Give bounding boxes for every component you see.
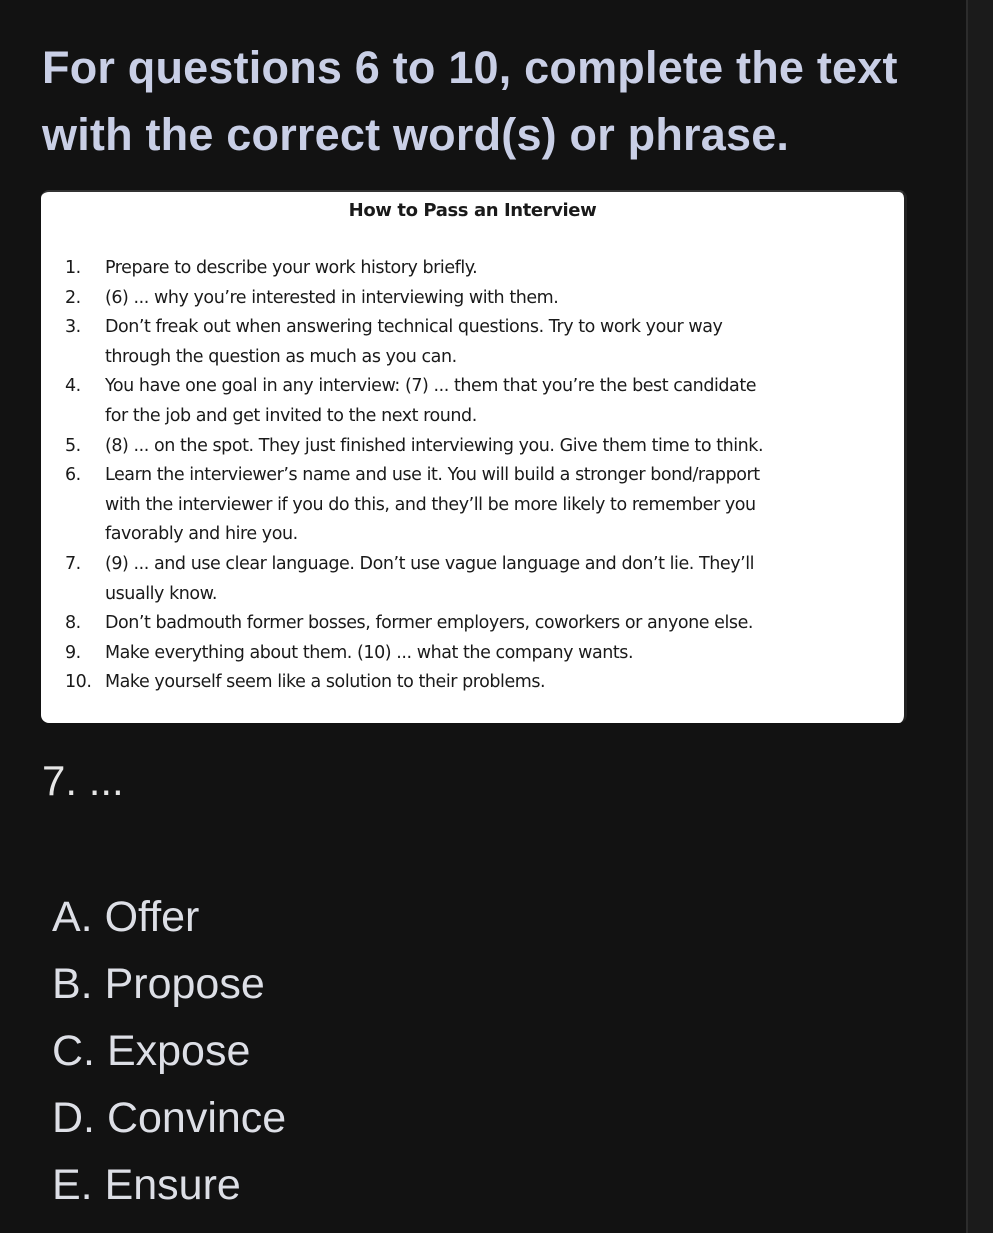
passage-item: [65, 313, 895, 372]
passage-item: [65, 639, 895, 669]
answer-option-d[interactable]: D. Convince: [52, 1094, 287, 1142]
answer-option-e[interactable]: E. Ensure: [52, 1161, 241, 1209]
passage-item-number: 8.: [65, 613, 81, 634]
answer-option-c[interactable]: C. Expose: [52, 1027, 251, 1075]
passage-item-text: Learn the interviewer’s name and use it. You will build a stronger bond/rapport: [105, 465, 760, 486]
answer-option-a[interactable]: A. Offer: [52, 893, 200, 941]
passage-item-number: 9.: [65, 642, 81, 663]
question-title: [42, 34, 942, 168]
question-title-line-1: For questions 6 to 10, complete the text: [42, 42, 898, 93]
passage-item-number: 1.: [65, 258, 81, 278]
passage-item-text: favorably and hire you.: [105, 524, 298, 545]
passage-item: [65, 609, 895, 639]
passage-item-text: Make yourself seem like a solution to their problems.: [105, 672, 546, 693]
passage-item-text: Don’t badmouth former bosses, former employers, coworkers or anyone else.: [105, 613, 754, 634]
passage-item: [65, 432, 895, 462]
passage-item-number: 5.: [65, 435, 81, 456]
answer-options: [52, 884, 286, 1219]
passage-item: [65, 284, 895, 314]
passage-item-text: (9) ... and use clear language. Don’t use vague language and don’t lie. They’ll: [105, 553, 755, 574]
passage-item-text: with the interviewer if you do this, and they’ll be more likely to remember you: [105, 494, 756, 515]
scrollbar-track[interactable]: [966, 0, 993, 1233]
passage-item-number: 10.: [65, 672, 92, 693]
passage-item-number: 4.: [65, 376, 81, 397]
passage-item: [65, 461, 895, 550]
passage-item: [65, 372, 895, 431]
passage-item-text: usually know.: [105, 583, 218, 604]
answer-option-b[interactable]: B. Propose: [52, 960, 265, 1008]
passage-item: [65, 254, 895, 284]
passage-item: [65, 550, 895, 609]
passage-item-text: Make everything about them. (10) ... what the company wants.: [105, 642, 634, 663]
passage-item-text: (6) ... why you’re interested in interviewing with them.: [105, 287, 559, 308]
passage-item: [65, 668, 895, 698]
passage-item-text: through the question as much as you can.: [105, 346, 457, 367]
passage-item-number: 3.: [65, 317, 81, 338]
blank-number: 7. ...: [42, 757, 124, 804]
question-title-line-2: with the correct word(s) or phrase.: [42, 109, 790, 160]
passage-item-number: 7.: [65, 553, 81, 574]
passage-list: [65, 254, 895, 698]
passage-item-text: for the job and get invited to the next round.: [105, 405, 477, 426]
passage-image: [41, 190, 907, 723]
passage-item-text: Prepare to describe your work history briefly.: [105, 258, 478, 278]
passage-item-number: 2.: [65, 287, 81, 308]
passage-item-number: 6.: [65, 465, 81, 486]
passage-item-text: (8) ... on the spot. They just finished interviewing you. Give them time to think.: [105, 435, 764, 456]
passage-title: How to Pass an Interview: [348, 200, 597, 221]
passage-item-text: Don’t freak out when answering technical questions. Try to work your way: [105, 317, 723, 338]
passage-item-text: You have one goal in any interview: (7) ... them that you’re the best candidate: [105, 376, 757, 397]
